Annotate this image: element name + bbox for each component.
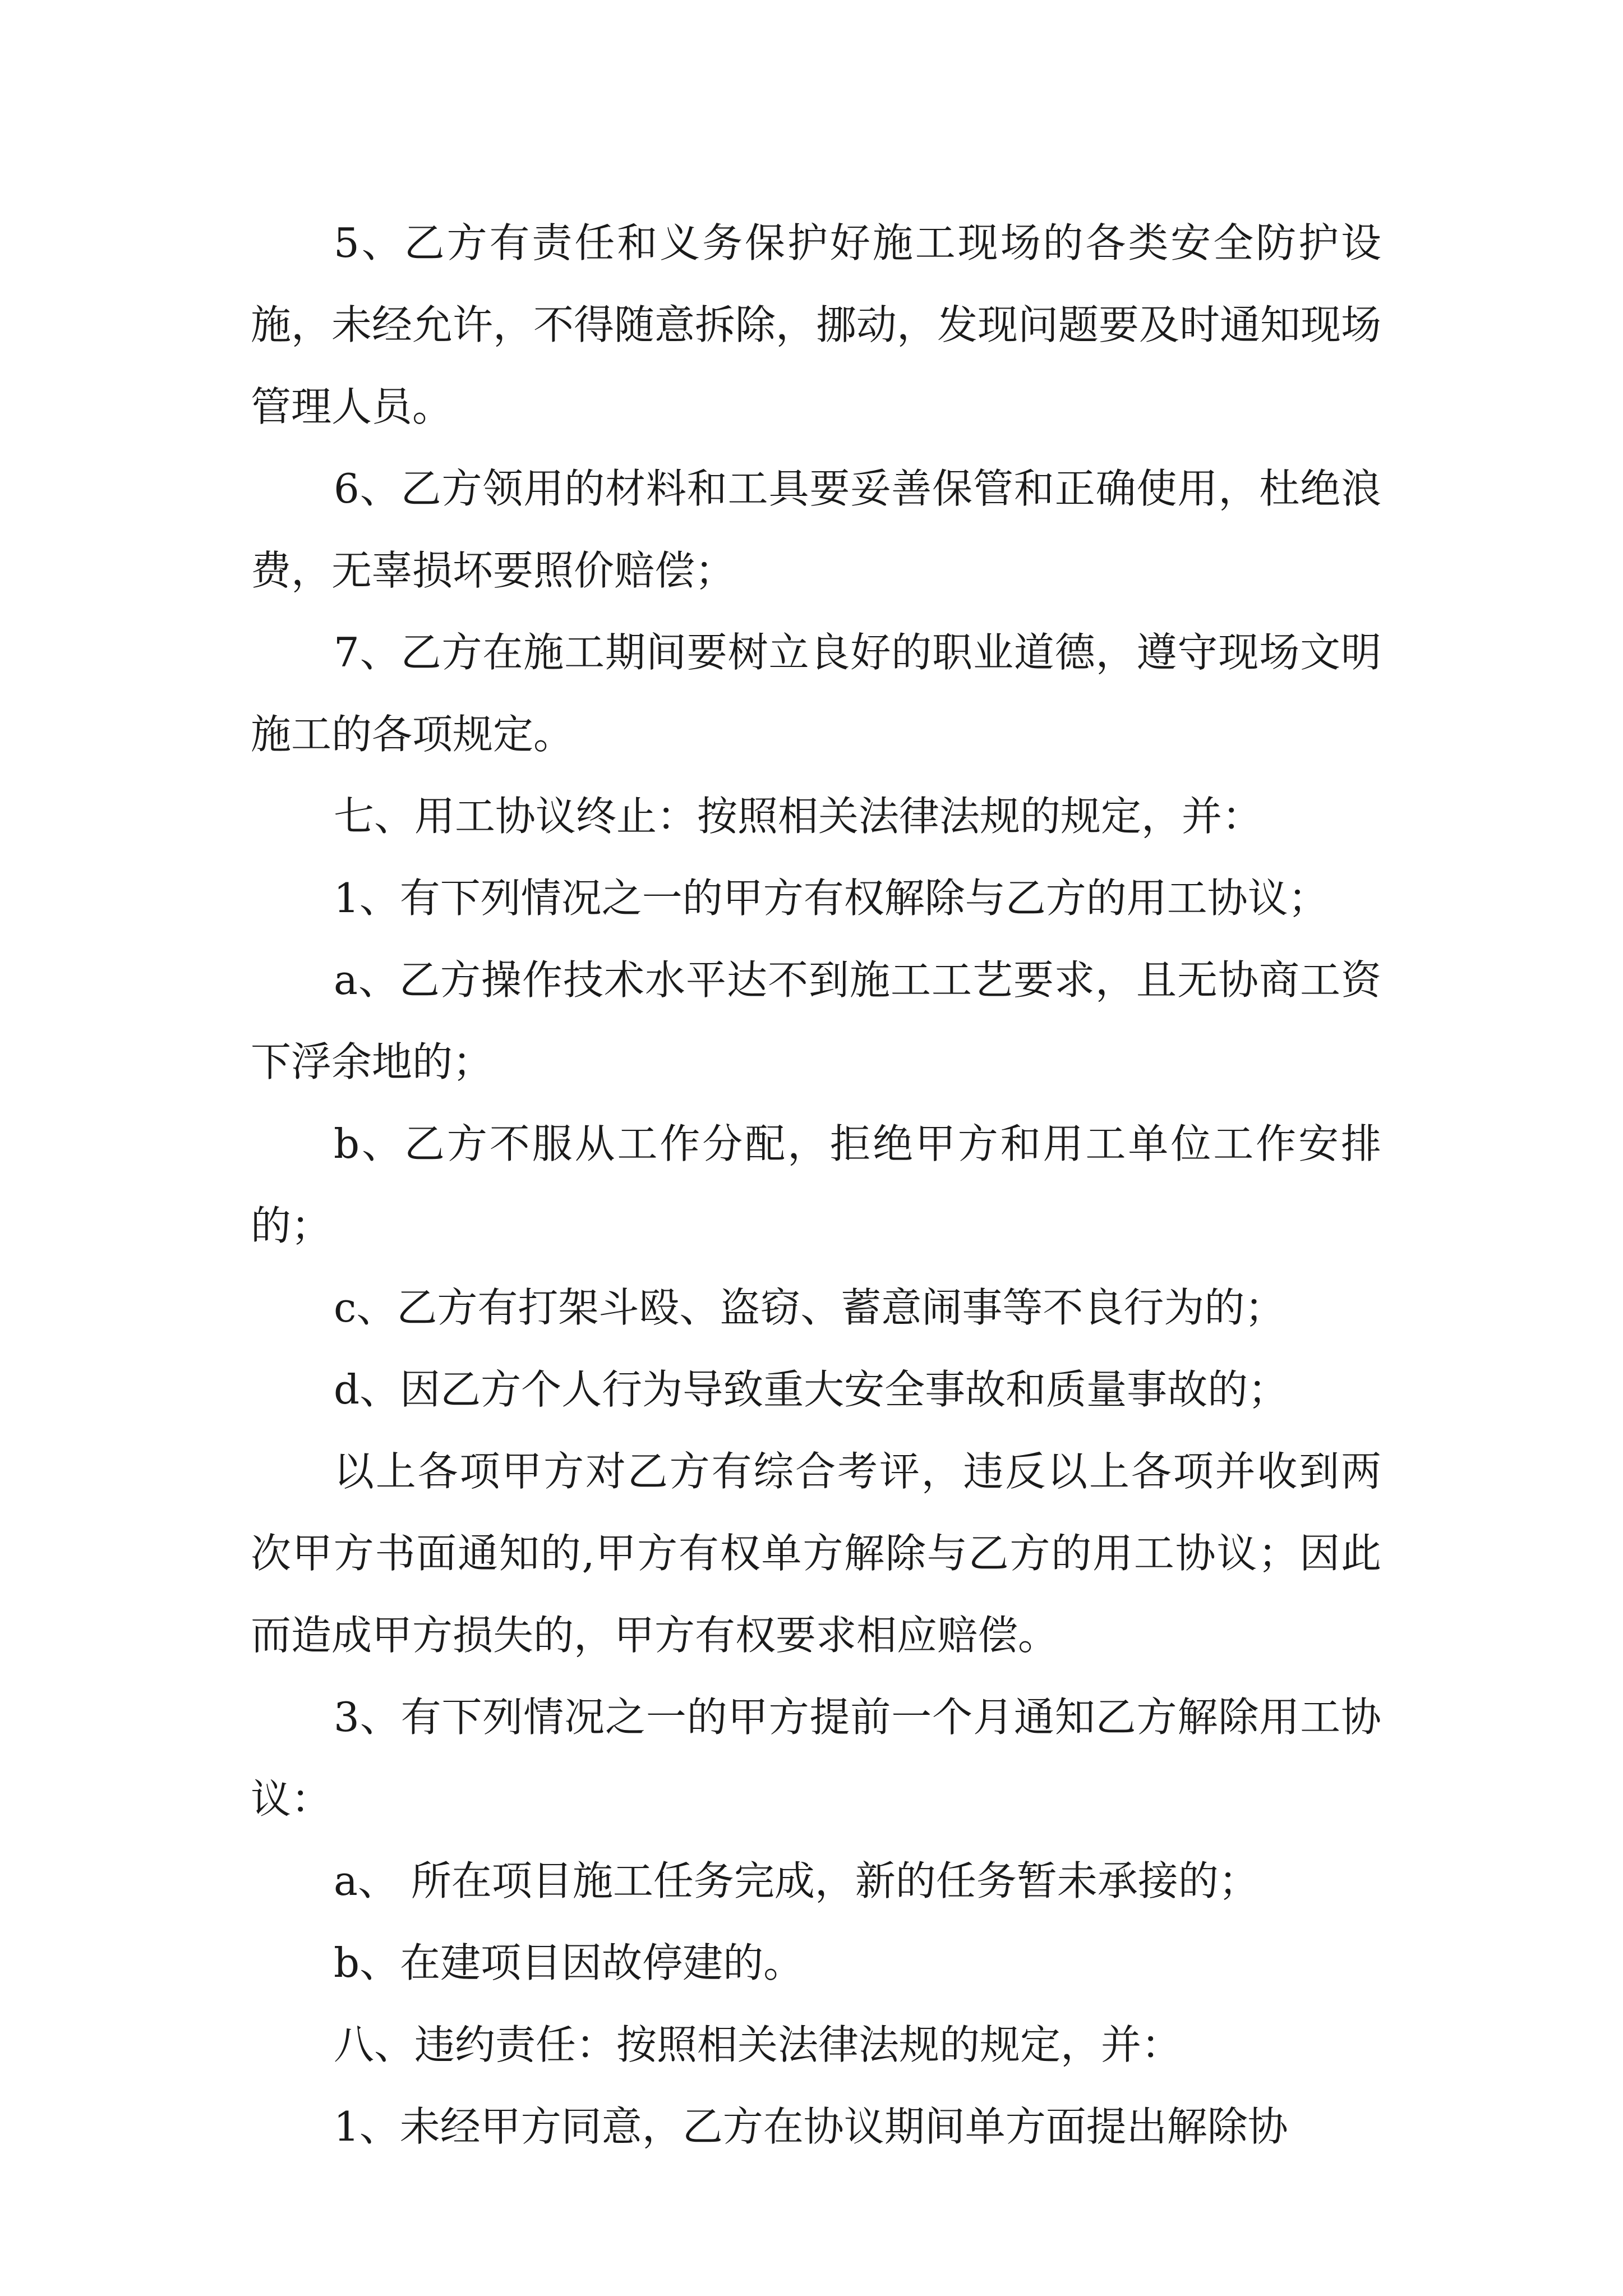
paragraph-notice-item-a: a、 所在项目施工任务完成，新的任务暂未承接的；	[334, 1857, 1259, 1904]
paragraph-termination-item-b: b、乙方不服从工作分配，拒绝甲方和用工单位工作安排的；	[251, 1120, 1381, 1249]
paragraph-termination-item-3: 3、有下列情况之一的甲方提前一个月通知乙方解除用工协议：	[251, 1694, 1381, 1823]
section-heading-8-liability: 八、违约责任：按照相关法律法规的规定，并：	[334, 2021, 1182, 2068]
paragraph-termination-item-d: d、因乙方个人行为导致重大安全事故和质量事故的；	[334, 1366, 1289, 1413]
section-heading-7-termination: 七、用工协议终止：按照相关法律法规的规定，并：	[334, 793, 1263, 840]
document-body	[251, 202, 1381, 2168]
paragraph-item-7-professional-ethics: 7、乙方在施工期间要树立良好的职业道德，遵守现场文明施工的各项规定。	[251, 629, 1381, 758]
paragraph-termination-item-a: a、乙方操作技术水平达不到施工工艺要求，且无协商工资下浮余地的；	[251, 956, 1381, 1085]
paragraph-notice-item-b: b、在建项目因故停建的。	[334, 1939, 804, 1986]
paragraph-item-6-materials-tools: 6、乙方领用的材料和工具要妥善保管和正确使用，杜绝浪费，无辜损坏要照价赔偿；	[251, 465, 1381, 594]
paragraph-termination-item-c: c、乙方有打架斗殴、盗窃、蓄意闹事等不良行为的；	[334, 1284, 1285, 1331]
paragraph-liability-item-1: 1、未经甲方同意，乙方在协议期间单方面提出解除协	[334, 2103, 1288, 2150]
paragraph-evaluation-note: 以上各项甲方对乙方有综合考评，违反以上各项并收到两次甲方书面通知的,甲方有权单方解除与乙方的用工协议；因此而造成甲方损失的，甲方有权要求相应赔偿。	[251, 1448, 1381, 1659]
paragraph-item-5-safety-facilities: 5、乙方有责任和义务保护好施工现场的各类安全防护设施，未经允许，不得随意拆除，挪动，发现问题要及时通知现场管理人员。	[251, 219, 1382, 430]
paragraph-termination-item-1: 1、有下列情况之一的甲方有权解除与乙方的用工协议；	[334, 875, 1329, 922]
